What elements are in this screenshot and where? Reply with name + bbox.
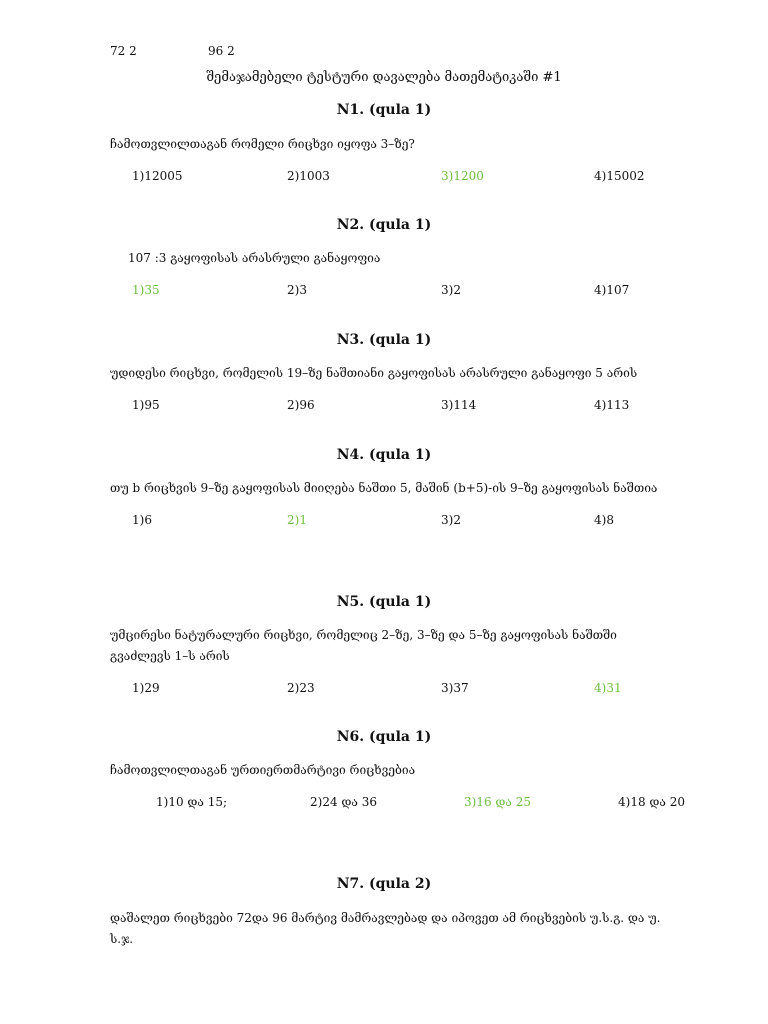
option-4-correct: 4)31 xyxy=(594,681,622,695)
option-2: 2)24 და 36 xyxy=(310,795,377,809)
question-heading: N1. (qula 1) xyxy=(336,102,432,118)
option-4: 4)18 და 20 xyxy=(618,795,685,809)
page-title: შემაჯამებელი ტესტური დავალება მათემატიკაში #1 xyxy=(206,70,562,85)
option-1: 1)6 xyxy=(132,513,152,527)
option-2: 2)96 xyxy=(287,398,315,412)
option-4: 4)15002 xyxy=(594,169,645,183)
question-text-continued: გვაძლევს 1–ს არის xyxy=(110,649,230,663)
option-3: 3)114 xyxy=(441,398,477,412)
question-text: დაშალეთ რიცხვები 72და 96 მარტივ მამრავლებად და იპოვეთ ამ რიცხვების უ.ს.გ. და უ. xyxy=(110,911,661,925)
option-3-correct: 3)16 და 25 xyxy=(464,795,531,809)
option-3: 3)2 xyxy=(441,513,461,527)
option-1: 1)10 და 15; xyxy=(156,795,228,809)
question-heading: N2. (qula 1) xyxy=(336,217,432,233)
question-text-continued: ს.ჯ. xyxy=(110,932,134,946)
question-heading: N3. (qula 1) xyxy=(336,332,432,348)
question-text: უმცირესი ნატურალური რიცხვი, რომელიც 2–ზე, 3–ზე და 5–ზე გაყოფისას ნაშთში xyxy=(110,628,617,642)
question-text: უდიდესი რიცხვი, რომელის 19–ზე ნაშთიანი გაყოფისას არასრული განაყოფი 5 არის xyxy=(110,366,638,380)
option-2: 2)23 xyxy=(287,681,315,695)
option-2: 2)3 xyxy=(287,283,307,297)
option-2: 2)1003 xyxy=(287,169,330,183)
question-heading: N6. (qula 1) xyxy=(336,729,432,745)
question-text: ჩამოთვლილთაგან ურთიერთმარტივი რიცხვებია xyxy=(110,763,416,777)
question-heading: N4. (qula 1) xyxy=(336,447,432,463)
question-text: თუ b რიცხვის 9–ზე გაყოფისას მიიღება ნაშთი 5, მაშინ (b+5)-ის 9–ზე გაყოფისას ნაშთია xyxy=(110,481,658,495)
question-text: ჩამოთვლილთაგან რომელი რიცხვი იყოფა 3–ზე? xyxy=(110,137,415,151)
option-1: 1)12005 xyxy=(132,169,183,183)
option-1-correct: 1)35 xyxy=(132,283,160,297)
option-3: 3)2 xyxy=(441,283,461,297)
option-3-correct: 3)1200 xyxy=(441,169,484,183)
question-text: 107 :3 გაყოფისას არასრული განაყოფია xyxy=(128,251,381,265)
question-heading: N7. (qula 2) xyxy=(336,876,432,892)
top-note-left: 72 2 xyxy=(110,44,137,58)
top-note-right: 96 2 xyxy=(208,44,235,58)
question-heading: N5. (qula 1) xyxy=(336,594,432,610)
option-1: 1)95 xyxy=(132,398,160,412)
option-4: 4)8 xyxy=(594,513,614,527)
option-2-correct: 2)1 xyxy=(287,513,307,527)
option-3: 3)37 xyxy=(441,681,469,695)
option-1: 1)29 xyxy=(132,681,160,695)
option-4: 4)107 xyxy=(594,283,630,297)
option-4: 4)113 xyxy=(594,398,630,412)
